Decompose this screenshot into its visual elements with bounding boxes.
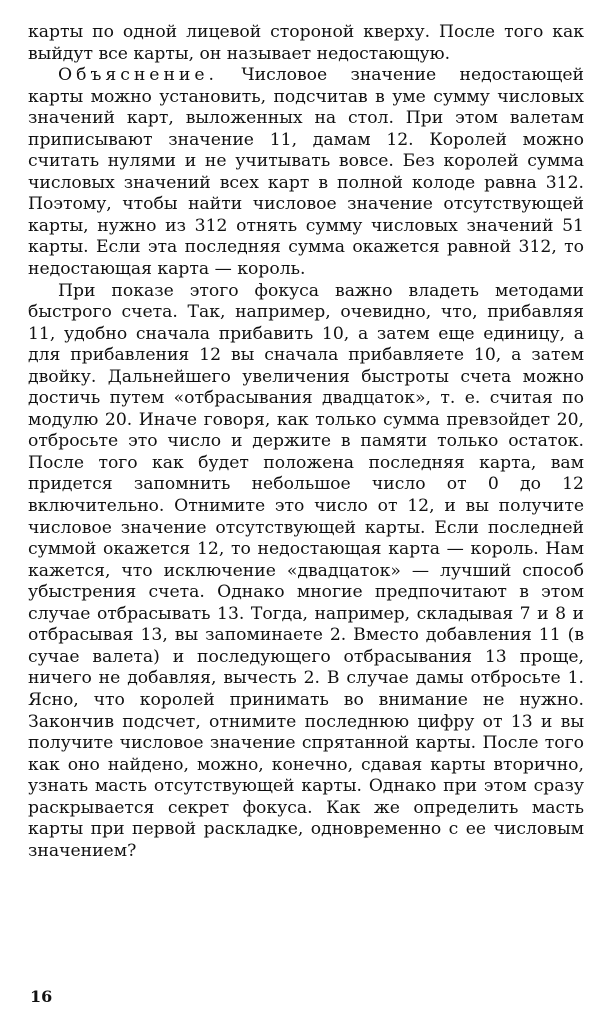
body-text xyxy=(28,22,584,862)
page-number: 16 xyxy=(30,987,53,1006)
paragraph-explanation xyxy=(28,65,584,280)
paragraph-continued xyxy=(28,22,584,65)
explanation-heading: Объяснение. xyxy=(58,65,219,86)
paragraph-2-text: Числовое значение недостающей карты можно установить, подсчитав в уме сумму числовых значений карт, выложенных на стол. При этом валетам приписывают значение 11, дамам 12. Королей можно считать нулями и не учитывать вовсе. Без королей сумма числовых значений всех карт в полной колоде равна 312. Поэтому, чтобы найти числовое значение отсутствующей карты, нужно из 312 отнять сумму числовых значений 51 карты. Если эта последняя сумма окажется равной 312, то недостающая карта — король. xyxy=(28,65,584,280)
paragraph-3-text: При показе этого фокуса важно владеть методами быстрого счета. Так, например, очевидно, что, прибавляя 11, удобно сначала прибавить 10, а затем еще единицу, а для прибавления 12 вы сначала прибавляете 10, а затем двойку. Дальнейшего увеличения быстроты счета можно достичь путем «отбрасывания двадцаток», т. е. считая по модулю 20. Иначе говоря, как только сумма превзойдет 20, отбросьте это число и держите в памяти только остаток. После того как будет положена последняя карта, вам придется запомнить небольшое число от 0 до 12 включительно. Отнимите это число от 12, и вы получите числовое значение отсутствующей карты. Если последней суммой окажется 12, то недостающая карта — король. Нам кажется, что исключение «двадцаток» — лучший способ убыстрения счета. Однако многие предпочитают в этом случае отбрасывать 13. Тогда, например, складывая 7 и 8 и отбрасывая 13, вы запоминаете 2. Вместо добавления 11 (в сучае валета) и последующего отбрасывания 13 проще, ничего не добавляя, вычесть 2. В случае дамы отбросьте 1. Ясно, что королей принимать во внимание не нужно. Закончив подсчет, отнимите последнюю цифру от 13 и вы получите числовое значение спрятанной карты. После того как оно найдено, можно, конечно, сдавая карты вторично, узнать масть отсутствующей карты. Однако при этом сразу раскрывается секрет фокуса. Как же определить масть карты при первой раскладке, одновременно с ее числовым значением? xyxy=(28,280,584,861)
paragraph-fast-counting xyxy=(28,281,584,863)
paragraph-1-text: карты по одной лицевой стороной кверху. После того как выйдут все карты, он называет недостающую. xyxy=(28,22,584,64)
